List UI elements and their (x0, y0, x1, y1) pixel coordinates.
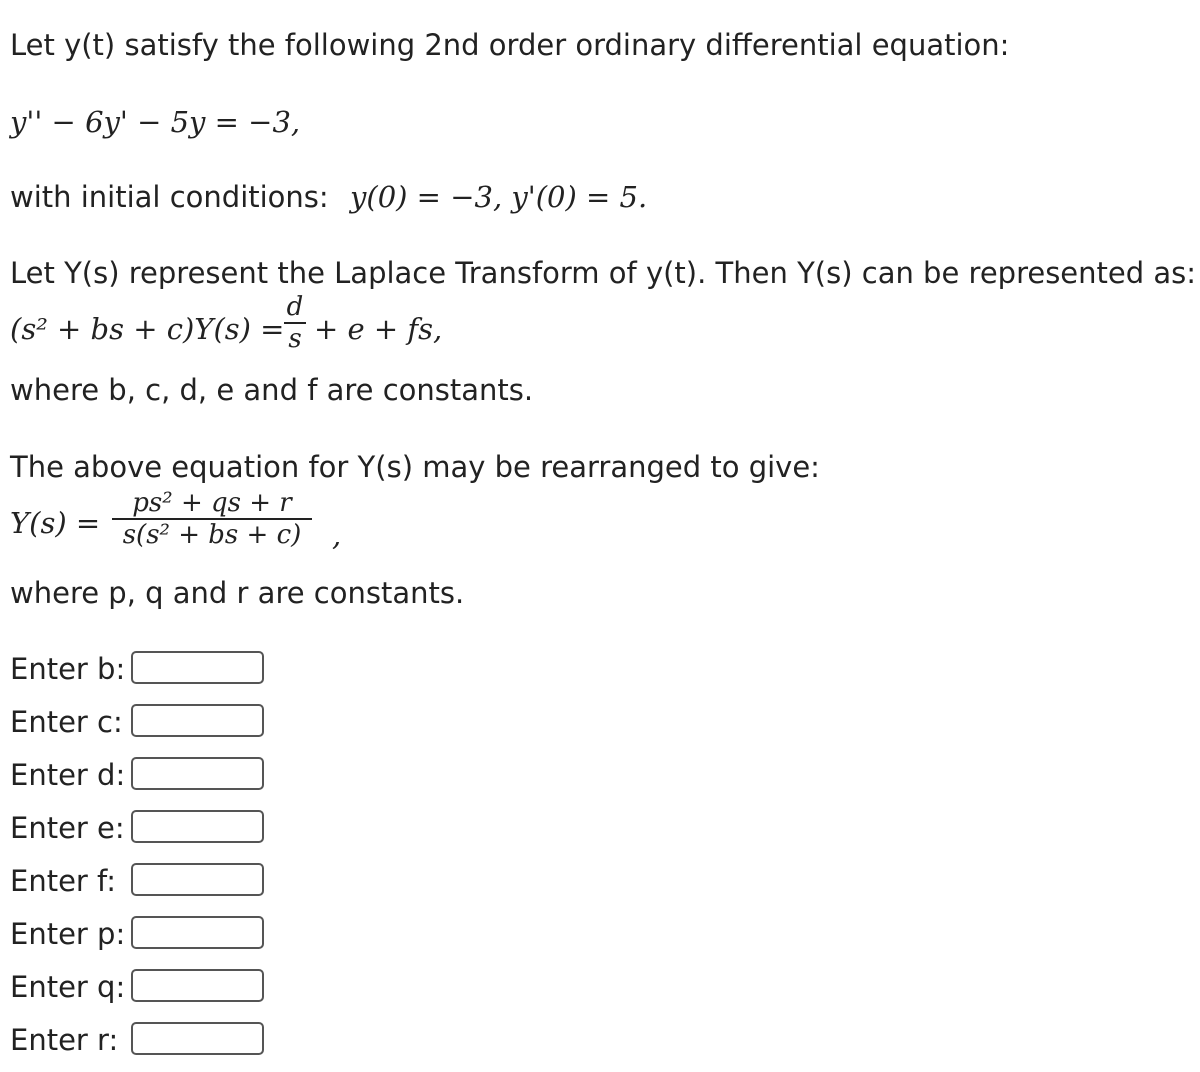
intro-text: Let y(t) satisfy the following 2nd order ordinary differential equation: (10, 28, 1010, 62)
ode-equation: y'' − 6y' − 5y = −3, (10, 105, 301, 139)
laplace-fraction-numerator: d (286, 292, 304, 322)
answer-input-e[interactable] (131, 810, 264, 843)
answer-input-f[interactable] (131, 863, 264, 896)
laplace-fraction (284, 292, 306, 354)
answer-input-q[interactable] (131, 969, 264, 1002)
initial-conditions: y(0) = −3, y'(0) = 5. (350, 180, 648, 214)
laplace-intro-text: Let Y(s) represent the Laplace Transform of y(t). Then Y(s) can be represented as: (10, 256, 1197, 290)
answer-label-c: Enter c: (10, 705, 123, 739)
answer-input-b[interactable] (131, 651, 264, 684)
laplace-fraction-denominator: s (288, 324, 302, 354)
rearranged-fraction-denominator: s(s² + bs + c) (122, 520, 302, 550)
constants-note-2: where p, q and r are constants. (10, 576, 465, 610)
rearranged-tail: , (332, 518, 342, 552)
rearranged-lhs: Y(s) = (10, 506, 101, 540)
constants-note-1: where b, c, d, e and f are constants. (10, 373, 534, 407)
answer-label-d: Enter d: (10, 758, 126, 792)
answer-label-q: Enter q: (10, 970, 126, 1004)
rearrange-intro-text: The above equation for Y(s) may be rearranged to give: (10, 450, 820, 484)
laplace-rhs-tail: + e + fs, (314, 312, 443, 346)
answer-label-p: Enter p: (10, 917, 126, 951)
answer-label-b: Enter b: (10, 652, 126, 686)
answer-input-c[interactable] (131, 704, 264, 737)
answer-input-p[interactable] (131, 916, 264, 949)
answer-label-f: Enter f: (10, 864, 117, 898)
answer-input-r[interactable] (131, 1022, 264, 1055)
answer-input-d[interactable] (131, 757, 264, 790)
answer-label-e: Enter e: (10, 811, 125, 845)
initial-conditions-label: with initial conditions: (10, 180, 329, 214)
rearranged-fraction (112, 488, 312, 550)
answer-label-r: Enter r: (10, 1023, 119, 1057)
rearranged-fraction-numerator: ps² + qs + r (132, 488, 292, 518)
laplace-lhs: (s² + bs + c)Y(s) = (10, 312, 285, 346)
